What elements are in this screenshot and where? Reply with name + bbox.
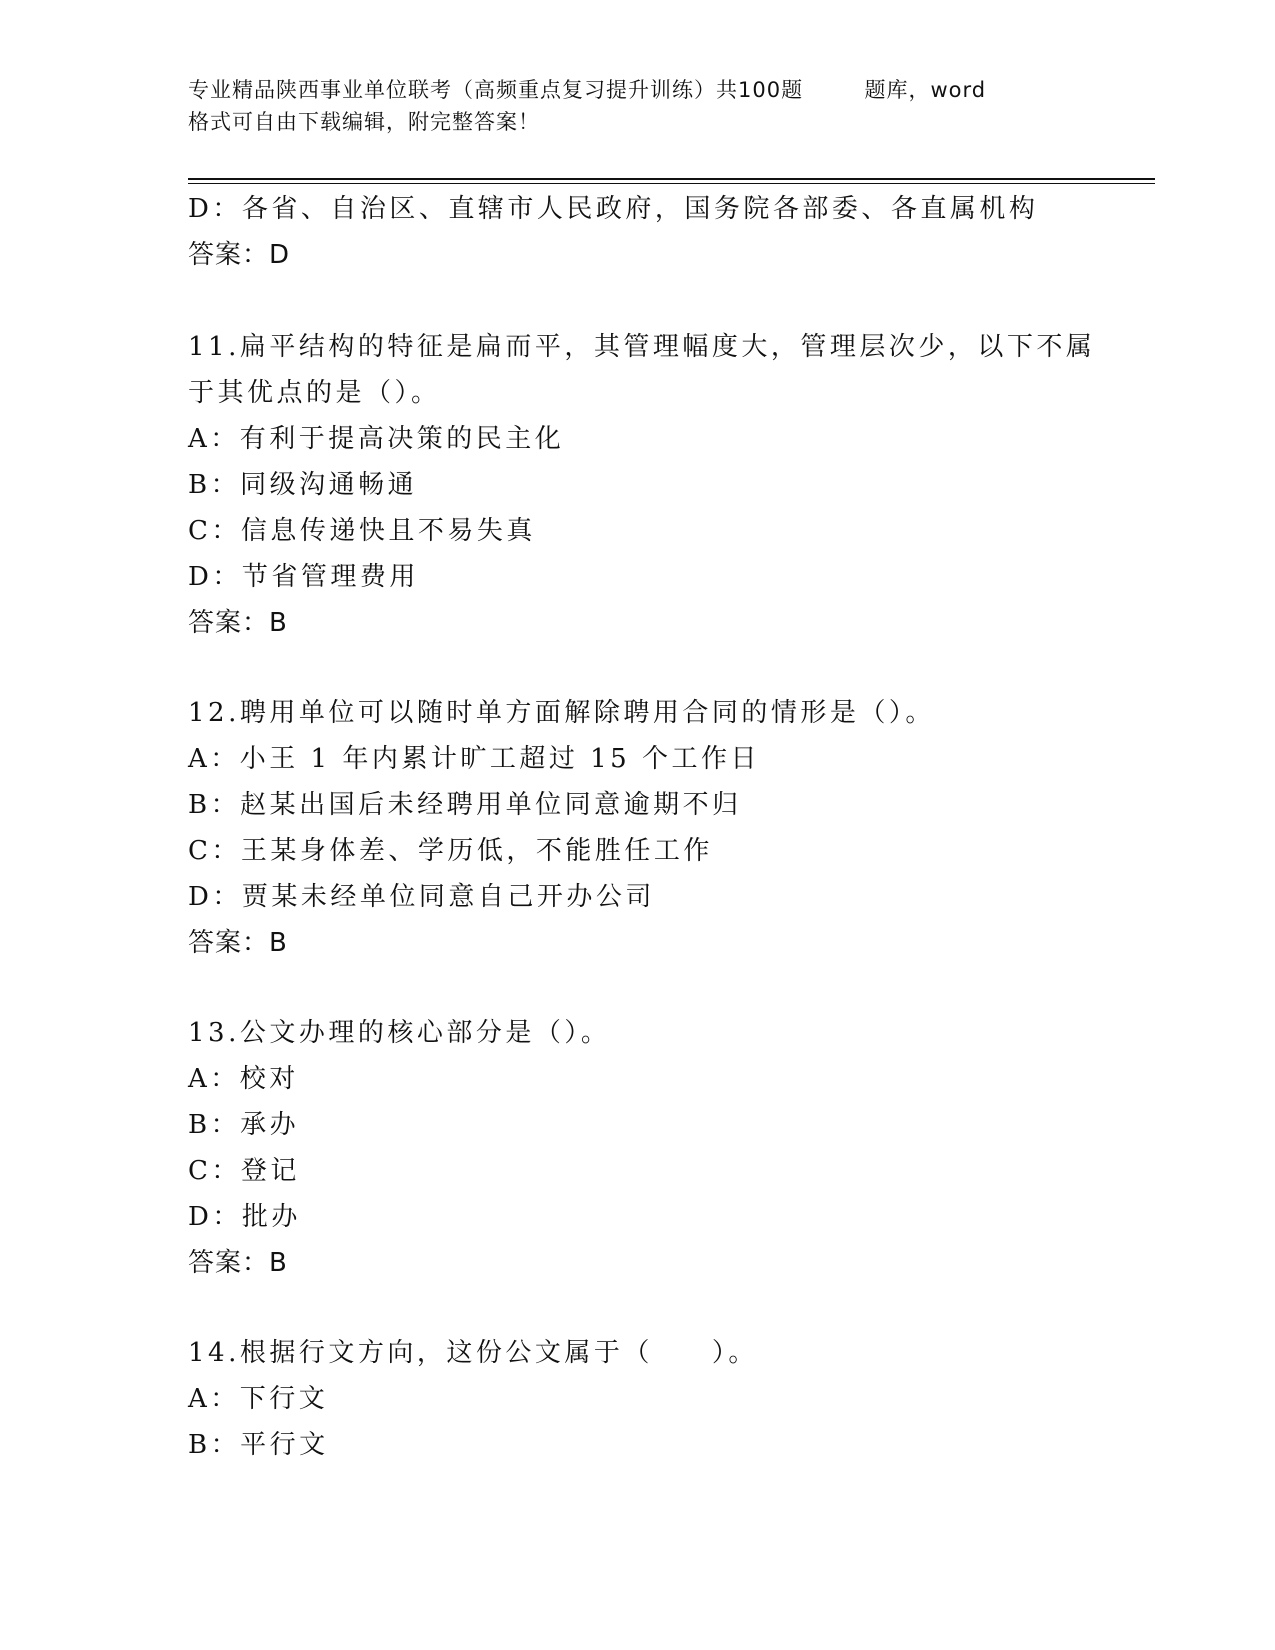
option-d: D：贾某未经单位同意自己开办公司 [188,882,655,912]
header-rule-thick [188,178,1155,180]
option-b: B：同级沟通畅通 [188,470,418,500]
option-b: B：承办 [188,1110,300,1140]
answer: 答案：B [188,608,288,638]
page-header [188,74,1088,138]
option-a: A：小王 1 年内累计旷工超过 15 个工作日 [188,744,760,774]
answer: 答案：D [188,240,291,270]
question-stem: 14.根据行文方向，这份公文属于（ ）。 [188,1338,758,1368]
option-c: C：登记 [188,1156,300,1186]
option-d: D：各省、自治区、直辖市人民政府，国务院各部委、各直属机构 [188,194,1039,224]
question-stem: 12.聘用单位可以随时单方面解除聘用合同的情形是（）。 [188,698,935,728]
answer: 答案：B [188,928,288,958]
question-stem: 13.公文办理的核心部分是（）。 [188,1018,611,1048]
spacer [188,278,1088,324]
option-d: D：节省管理费用 [188,562,419,592]
question-13 [188,1010,1088,1286]
question-14 [188,1330,1088,1468]
header-line-2: 格式可自由下载编辑，附完整答案！ [188,110,540,134]
spacer [188,1286,1088,1330]
option-a: A：有利于提高决策的民主化 [188,424,565,454]
option-c: C：信息传递快且不易失真 [188,516,536,546]
option-d: D：批办 [188,1202,301,1232]
spacer [188,646,1088,690]
question-11 [188,324,1096,646]
answer: 答案：B [188,1248,288,1278]
question-12 [188,690,1088,966]
question-stem: 11.扁平结构的特征是扁而平，其管理幅度大，管理层次少，以下不属 [188,332,1096,362]
option-a: A：校对 [188,1064,299,1094]
option-b: B：赵某出国后未经聘用单位同意逾期不归 [188,790,742,820]
header-rule-thin [188,183,1155,184]
header-line-1: 专业精品陕西事业单位联考（高频重点复习提升训练）共100题 题库，word [188,78,987,102]
question-stem-continued: 于其优点的是（）。 [188,378,441,408]
option-c: C：王某身体差、学历低，不能胜任工作 [188,836,713,866]
option-a: A：下行文 [188,1384,329,1414]
question-list [188,186,1096,1468]
spacer [188,966,1088,1010]
option-b: B：平行文 [188,1430,329,1460]
